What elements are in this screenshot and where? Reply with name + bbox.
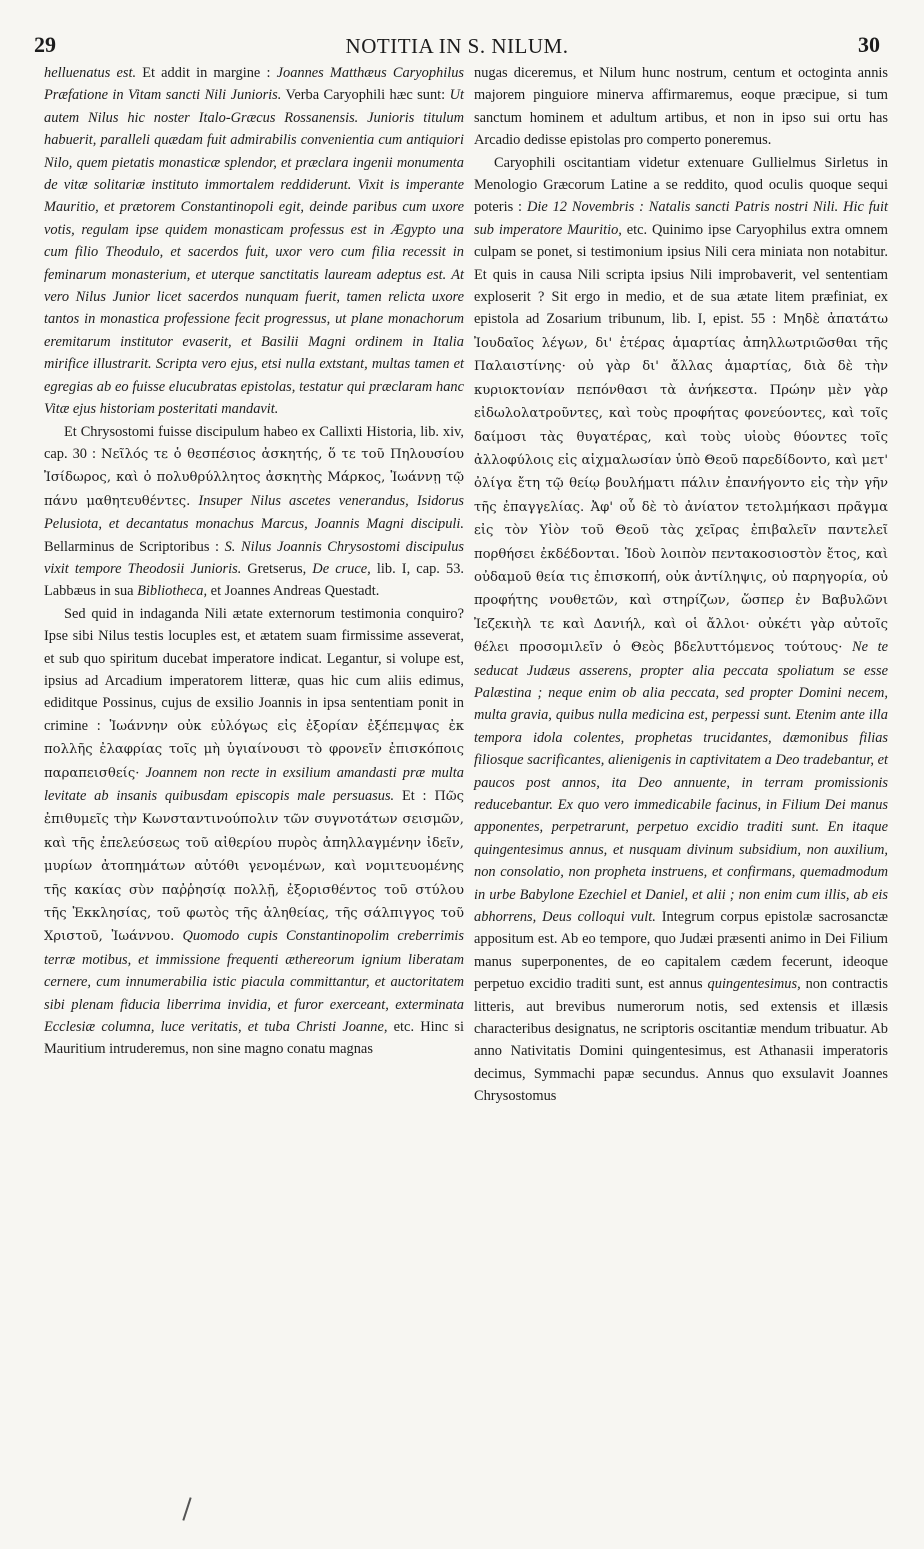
roman-text: Sed quid in indaganda Nili ætate externorum testimonia conquiro? Ipse sibi Nilus testis locuples est, et ætatem suam firmissime asseverat, et sub quo spiritum ducebat imperatore indicat. Legantur, si volupe est, ipsius ad Arcadium imperatorem litteræ, quas hic cum aliis edimus, ediditque Possinus, cujus de exsilio Joannis in ipsa sententiam ponit in crimine : xyxy=(44,605,464,734)
italic-text: helluenatus est. xyxy=(44,65,137,81)
left-text-column xyxy=(44,62,464,1061)
roman-text: nugas diceremus, et Nilum hunc nostrum, centum et octoginta annis majorem pinguiore minerva affirmaremus, eoque præcipue, si tum sanctum hominem et adultum artibus, et non in ipso sui ortu has Arcadio dedisse epistolas pro comperto poneremus. xyxy=(474,65,888,149)
roman-text: Et : xyxy=(394,788,435,804)
greek-text: Μηδὲ ἀπατάτω Ἰουδαῖος λέγων, δι' ἑτέρας ἁμαρτίας ἀπηλλωτριῶσθαι τῆς Παλαιστίνης· οὐ γὰρ δι' ἄλλας ἁμαρτίας, διὰ δὲ τὴν κυριοκτονίαν πεπόνθασι τὰ ἀνήκεστα. Πρώην μὲν γὰρ εἰδωλολατροῦντες, καὶ τοὺς προφήτας φονεύοντες, καὶ τοῖς δαίμοσι τὰς θυγατέρας, καὶ τοὺς υἱοὺς θύοντες τοῖς ἀλλοφύλοις εἰς αἰχμαλωσίαν ὑπὸ Θεοῦ παρεδίδοντο, καὶ μετ' ὀλίγα ἔτη τῷ θείῳ βουλήματι πάλιν ἐπανήγοντο εἰς τὴν γῆν τῆς ἐπαγγελίας. Ἀφ' οὗ δὲ τὸ ἀνίατον τετολμήκασι πρᾶγμα εἰς τὸν Υἱὸν τοῦ Θεοῦ τὰς χεῖρας ἐπιβαλεῖν παντελεῖ πορθήσει ἐκδέδονται. Ἰδοὺ λοιπὸν πεντακοσιοστὸν ἔτος, καὶ οὐδαμοῦ θεία τις ἐπισκοπή, οὐκ ἀντίληψις, οὐ παρηγορία, οὐ προφήτης νουθετῶν, καὶ στηρίζων, ὥσπερ ἐν Βαβυλῶνι Ἰεζεκιὴλ τε καὶ Δανιήλ, καὶ οἱ ἄλλοι· οὐκέτι γὰρ αὐτοῖς θέλει προσομιλεῖν ὁ Θεὸς βδελυττόμενος τούτους· xyxy=(474,312,888,656)
roman-text: Gretserus, xyxy=(241,560,313,577)
italic-text: Joannem non recte in exsilium amandasti præ multa levitate ab insanis quibusdam episcopis male persuasus. xyxy=(44,764,464,804)
italic-text: Bibliotheca, xyxy=(137,583,208,600)
greek-text: Νεῖλός τε ὁ θεσπέσιος ἀσκητής, ὅ τε τοῦ Πηλουσίου Ἰσίδωρος, καὶ ὁ πολυθρύλλητος ἀσκητὴς Μάρκος, Ἰωάννῃ τῷ πάνυ μαθητευθέντες. xyxy=(44,446,465,509)
paragraph xyxy=(474,62,888,152)
italic-text: quingentesimus, xyxy=(707,976,801,993)
italic-text: Ne te seducat Judæus asserens, propter alia peccata spoliatum se esse Palæstina ; neque enim ob alia peccata, sed propter Domini necem, multa gravia, quibus nulla medicina est, perpessi sunt. Etenim ante illa tempora idola colentes, prophetas trucidantes, dæmonibus filias filiosque sacrificantes, alienigenis in captivitatem a Deo tradebantur, et paucos post annos, ita Deo annuente, in terram promissionis reducebantur. Ex quo vero immedicabile facinus, in Filium Dei manus apponentes, perpetrarunt, perpetuo excidio traditi sunt. En itaque quingentesimus annus, et nusquam divinum subsidium, non auxilium, non consolatio, non propheta instruens, et confirmans, quemadmodum in urbe Babylone Ezechiel et Daniel, et alii ; non enim cum illis, ab eis abhorrens, Deus colloqui vult. xyxy=(474,639,888,926)
pencil-mark xyxy=(182,1497,191,1520)
left-page-number: 29 xyxy=(34,32,56,57)
paragraph xyxy=(474,152,888,1108)
roman-text: non contractis litteris, aut brevibus numerorum notis, sed extensis et illæsis characteribus designatus, ne scriptoris oscitantiæ mendum tribuatur. Ab anno Nativitatis Domini quingentesimus, est Athanasii imperatoris decimus, Symmachi papæ secundus. Annus quo exsulavit Joannes Chrysostomus xyxy=(474,976,888,1105)
italic-text: Ut autem Nilus hic noster Italo-Græcus Rossanensis. Junioris titulum habuerit, paralleli quædam fuit admirabilis convenientia cum antiquiori Nilo, quem pietatis monasticæ splendor, et præclara ingenii monumenta de vitæ solitariæ instituto immortalem reddiderunt. Vixit is imperante Mauritio, et prætorem Constantinopoli egit, deinde paribus cum uxore votis, regulam ipse quidem monasticam professus est in Ægypto una cum filio Theodulo, et sacerdos fuit, uxor vero cum filia recessit in feminarum monasterium, et uterque sanctitatis lauream adeptus est. At vero Nilus Junior licet sacerdos nunquam fuerit, tamen relicta uxore tantos in monastica professione fecit progressus, ut plane monachorum eremitarum institutor evaserit, et Basilii Magni ordinem in Italia mirifice illustrarit. Scripta vero ejus, etsi nulla extstant, multas tamen et egregias ab eo fuisse elucubratas epistolas, testatur qui præclaram hanc Vitæ ejus historiam posteritati mandavit. xyxy=(44,87,464,418)
greek-text: Ἰωάννην οὐκ εὐλόγως εἰς ἐξορίαν ἐξέπεμψας ἐκ πολλῆς ἐλαφρίας τοῖς μὴ ὑγιαίνουσι τὸ φρονεῖν ἐπισκόποις παραπεισθείς· xyxy=(44,718,464,781)
italic-text: De cruce, xyxy=(312,560,371,577)
greek-text: Πῶς ἐπιθυμεῖς τὴν Κωνσταντινούπολιν τῶν συγνοτάτων σεισμῶν, καὶ τῆς ἐπελεύσεως τοῦ αἰθερίου πυρὸς ἀπηλλαγμένην ἰδεῖν, μυρίων ἀτοπημάτων αὐτόθι γενομένων, καὶ νομιτευομένης τῆς κακίας σὺν παῤῥησίᾳ πολλῇ, ἐξορισθέντος τοῦ στύλου τῆς Ἐκκλησίας, τοῦ φωτὸς τῆς ἀληθείας, τῆς σάλπιγγος τοῦ Χριστοῦ, Ἰωάννου. xyxy=(44,789,464,945)
roman-text: etc. Quinimo ipse Caryophilus extra omnem culpam se ponet, si testimonium ipsius Nili cera miniata non notabitur. Et quis in causa Nili scripta ipsius Nili improbaverit, vel sententiam exploserit ? Sit ergo in medio, et de sua ætate litem præfiniat, ex epistola ad Zosarium tribunum, lib. I, epist. 55 : xyxy=(474,221,888,328)
roman-text: Integrum corpus epistolæ sacrosanctæ appositum est. Ab eo tempore, quo Judæi præsenti animo in Dei Filium manus superponentes, de eo capitalem cædem fecerunt, ideoque perpetuo excidio traditi sunt, est annus xyxy=(474,909,889,993)
paragraph xyxy=(44,421,464,603)
roman-text: etc. Hinc si Mauritium intruderemus, non sine magno conatu magnas xyxy=(44,1019,464,1058)
right-page-number: 30 xyxy=(858,32,880,57)
right-text-column xyxy=(474,62,888,1108)
running-title: NOTITIA IN S. NILUM. xyxy=(345,34,569,58)
roman-text: Et addit in margine : xyxy=(136,65,277,81)
running-header xyxy=(34,32,880,62)
italic-text: Quomodo cupis Constantinopolim creberrimis terræ motibus, et immissione frequenti æthereorum ignium liberatam cernere, cum innumerabilia istic piacula committantur, et auctoritatem sibi plenam fiducia liberrima invidia, et furor exerceant, exterminata Ecclesiæ columna, luce veritatis, et tuba Christi Joanne, xyxy=(44,928,464,1036)
italic-text: S. Nilus Joannis Chrysostomi discipulus vixit tempore Theodosii Junioris. xyxy=(44,538,465,577)
roman-text: Bellarminus de Scriptoribus : xyxy=(44,538,225,555)
italic-text: Die 12 Novembris : Natalis sancti Patris nostri Nili. Hic fuit sub imperatore Mauritio, xyxy=(474,199,888,238)
paragraph xyxy=(44,603,464,1061)
paragraph xyxy=(44,62,464,421)
roman-text: Et Chrysostomi fuisse discipulum habeo ex Callixti Historia, lib. xiv, cap. 30 : xyxy=(44,423,464,462)
italic-text: Joannes Matthæus Caryophilus Præfatione in Vitam sancti Nili Junioris. xyxy=(44,65,465,104)
roman-text: Caryophili oscitantiam videtur extenuare Gullielmus Sirletus in Menologio Græcorum Latine a se reddito, quod oculis quoque sequi poteris : xyxy=(474,154,888,216)
roman-text: et Joannes Andreas Questadt. xyxy=(207,583,380,600)
roman-text: Verba Caryophili hæc sunt: xyxy=(281,87,450,104)
italic-text: Insuper Nilus ascetes venerandus, Isidorus Pelusiota, et decantatus monachus Marcus, Joannis Magni discipuli. xyxy=(44,492,464,533)
roman-text: lib. I, cap. 53. Labbæus in sua xyxy=(44,560,464,600)
